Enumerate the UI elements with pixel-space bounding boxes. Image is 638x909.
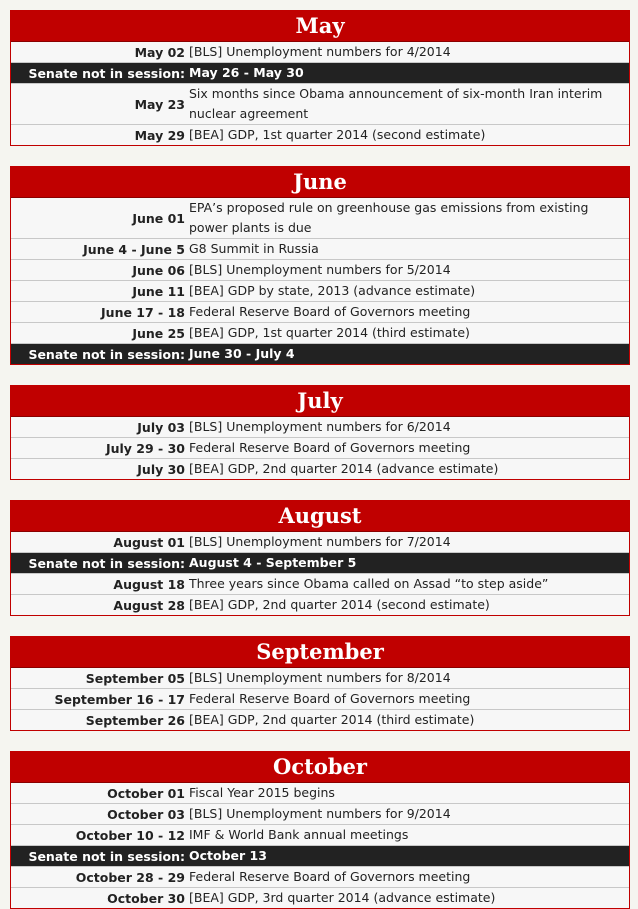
- event-description: Six months since Obama announcement of six-month Iran interim nuclear agreement: [189, 86, 603, 121]
- event-date: June 17 - 18: [101, 304, 185, 320]
- month-section-may: [10, 10, 630, 146]
- event-date: August 01: [113, 534, 185, 550]
- month-title: July: [11, 386, 629, 417]
- event-row: [11, 417, 629, 437]
- event-description: Federal Reserve Board of Governors meeting: [189, 304, 471, 319]
- event-date: June 4 - June 5: [83, 241, 185, 257]
- event-date: June 11: [132, 283, 185, 299]
- event-row: [11, 42, 629, 62]
- event-date: June 06: [132, 262, 185, 278]
- event-row: [11, 259, 629, 280]
- event-description: [BLS] Unemployment numbers for 9/2014: [189, 806, 451, 821]
- event-description: [BLS] Unemployment numbers for 8/2014: [189, 670, 451, 685]
- event-description: Three years since Obama called on Assad “to step aside”: [189, 576, 549, 591]
- event-row: [11, 824, 629, 845]
- event-description: [BEA] GDP by state, 2013 (advance estimate): [189, 283, 476, 298]
- month-section-september: [10, 636, 630, 731]
- event-description: EPA’s proposed rule on greenhouse gas emissions from existing power plants is due: [189, 200, 589, 235]
- event-date: May 29: [134, 127, 185, 143]
- event-row: [11, 573, 629, 594]
- month-section-june: [10, 166, 630, 365]
- event-row: [11, 783, 629, 803]
- event-description: [BEA] GDP, 1st quarter 2014 (third estimate): [189, 325, 470, 340]
- senate-recess-dates: June 30 - July 4: [189, 346, 295, 361]
- senate-recess-row: [11, 62, 629, 83]
- event-row: [11, 280, 629, 301]
- event-date: July 03: [137, 419, 185, 435]
- event-date: June 01: [132, 210, 185, 226]
- event-description: Federal Reserve Board of Governors meeting: [189, 440, 471, 455]
- event-description: Federal Reserve Board of Governors meeting: [189, 691, 471, 706]
- event-description: G8 Summit in Russia: [189, 241, 319, 256]
- event-description: Fiscal Year 2015 begins: [189, 785, 335, 800]
- senate-recess-dates: August 4 - September 5: [189, 555, 357, 570]
- month-title: August: [11, 501, 629, 532]
- month-title: September: [11, 637, 629, 668]
- senate-recess-dates: October 13: [189, 848, 267, 863]
- event-row: [11, 709, 629, 730]
- month-section-july: [10, 385, 630, 480]
- event-description: [BEA] GDP, 2nd quarter 2014 (advance estimate): [189, 461, 499, 476]
- event-date: May 02: [134, 44, 185, 60]
- month-title: June: [11, 167, 629, 198]
- event-row: [11, 238, 629, 259]
- senate-label: Senate not in session:: [28, 848, 185, 864]
- senate-recess-row: [11, 552, 629, 573]
- event-date: October 28 - 29: [75, 869, 185, 885]
- month-title: October: [11, 752, 629, 783]
- event-description: IMF & World Bank annual meetings: [189, 827, 409, 842]
- event-row: [11, 83, 629, 124]
- senate-recess-dates: May 26 - May 30: [189, 65, 304, 80]
- event-row: [11, 437, 629, 458]
- senate-recess-row: [11, 343, 629, 364]
- event-description: [BEA] GDP, 1st quarter 2014 (second estimate): [189, 127, 486, 142]
- event-date: August 18: [113, 576, 185, 592]
- event-date: September 05: [85, 670, 185, 686]
- event-row: [11, 594, 629, 615]
- event-date: July 29 - 30: [105, 440, 185, 456]
- event-description: Federal Reserve Board of Governors meeting: [189, 869, 471, 884]
- senate-recess-row: [11, 845, 629, 866]
- event-row: [11, 668, 629, 688]
- event-date: June 25: [132, 325, 185, 341]
- event-row: [11, 866, 629, 887]
- event-date: October 30: [107, 890, 185, 906]
- event-row: [11, 688, 629, 709]
- event-row: [11, 887, 629, 908]
- event-row: [11, 458, 629, 479]
- event-date: September 26: [85, 712, 185, 728]
- event-row: [11, 124, 629, 145]
- event-description: [BEA] GDP, 2nd quarter 2014 (third estimate): [189, 712, 475, 727]
- month-section-august: [10, 500, 630, 616]
- event-description: [BEA] GDP, 2nd quarter 2014 (second estimate): [189, 597, 490, 612]
- event-date: May 23: [134, 96, 185, 112]
- event-date: October 10 - 12: [75, 827, 185, 843]
- event-description: [BLS] Unemployment numbers for 7/2014: [189, 534, 451, 549]
- event-date: October 01: [107, 785, 185, 801]
- event-description: [BLS] Unemployment numbers for 5/2014: [189, 262, 451, 277]
- event-date: July 30: [137, 461, 185, 477]
- event-row: [11, 803, 629, 824]
- event-date: August 28: [113, 597, 185, 613]
- event-row: [11, 532, 629, 552]
- event-row: [11, 198, 629, 238]
- month-section-october: [10, 751, 630, 909]
- senate-label: Senate not in session:: [28, 65, 185, 81]
- event-date: September 16 - 17: [54, 691, 185, 707]
- senate-label: Senate not in session:: [28, 346, 185, 362]
- event-description: [BLS] Unemployment numbers for 6/2014: [189, 419, 451, 434]
- event-description: [BLS] Unemployment numbers for 4/2014: [189, 44, 451, 59]
- event-date: October 03: [107, 806, 185, 822]
- month-title: May: [11, 11, 629, 42]
- senate-label: Senate not in session:: [28, 555, 185, 571]
- event-description: [BEA] GDP, 3rd quarter 2014 (advance estimate): [189, 890, 496, 905]
- event-row: [11, 322, 629, 343]
- event-row: [11, 301, 629, 322]
